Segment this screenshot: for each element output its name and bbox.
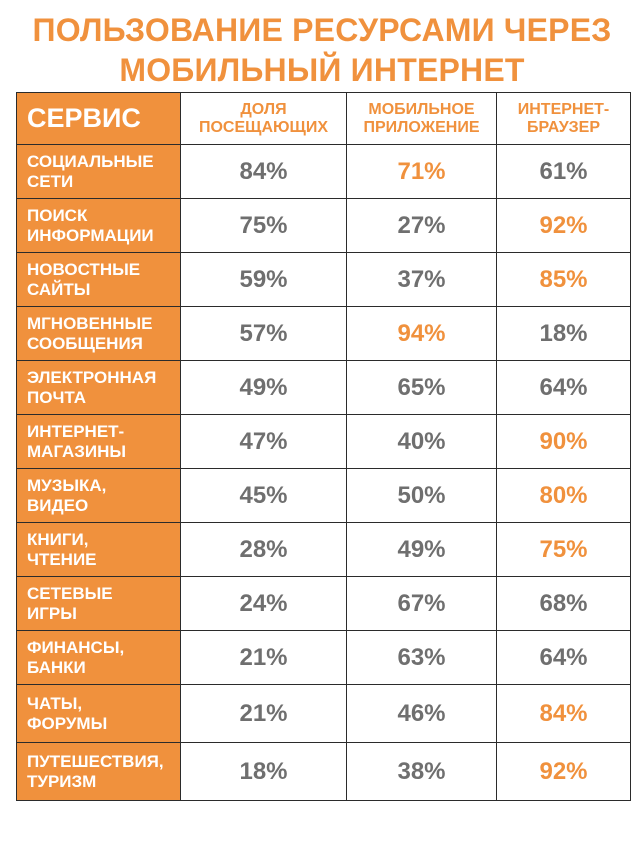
table-row xyxy=(17,361,631,415)
value-cell-browser: 80% xyxy=(497,469,631,523)
value-cell-app: 46% xyxy=(347,685,497,743)
value-cell-app: 65% xyxy=(347,361,497,415)
service-label-line: ПУТЕШЕСТВИЯ, xyxy=(27,751,164,771)
column-header-service xyxy=(17,93,181,145)
column-header-app-line-1: МОБИЛЬНОЕ xyxy=(368,100,475,118)
value-cell-browser: 90% xyxy=(497,415,631,469)
page-title xyxy=(0,10,644,90)
service-label-line: ВИДЕО xyxy=(27,495,89,515)
service-label-line: ЧТЕНИЕ xyxy=(27,549,97,569)
value-cell-share: 75% xyxy=(181,199,347,253)
service-label-line: ТУРИЗМ xyxy=(27,771,97,791)
value-cell-share: 45% xyxy=(181,469,347,523)
service-label-line: СОЦИАЛЬНЫЕ xyxy=(27,151,154,171)
service-label-line: ФОРУМЫ xyxy=(27,713,108,733)
value-cell-share: 59% xyxy=(181,253,347,307)
value-cell-app: 71% xyxy=(347,145,497,199)
table-row xyxy=(17,523,631,577)
service-cell xyxy=(17,307,181,361)
value-cell-browser: 75% xyxy=(497,523,631,577)
service-cell xyxy=(17,415,181,469)
value-cell-app: 94% xyxy=(347,307,497,361)
value-cell-browser: 61% xyxy=(497,145,631,199)
service-label-line: КНИГИ, xyxy=(27,529,89,549)
page-title-line-2: МОБИЛЬНЫЙ ИНТЕРНЕТ xyxy=(119,52,525,88)
service-label-line: ПОЧТА xyxy=(27,387,86,407)
value-cell-share: 57% xyxy=(181,307,347,361)
service-cell xyxy=(17,199,181,253)
table-row xyxy=(17,743,631,801)
service-cell xyxy=(17,361,181,415)
page-title-line-1: ПОЛЬЗОВАНИЕ РЕСУРСАМИ ЧЕРЕЗ xyxy=(32,12,612,48)
service-label-line: СЕТИ xyxy=(27,171,74,191)
table-row xyxy=(17,685,631,743)
service-label-line: ЧАТЫ, xyxy=(27,693,83,713)
table-row xyxy=(17,253,631,307)
value-cell-browser: 85% xyxy=(497,253,631,307)
column-header-browser xyxy=(497,93,631,145)
service-cell xyxy=(17,253,181,307)
service-label-line: СООБЩЕНИЯ xyxy=(27,333,143,353)
value-cell-browser: 64% xyxy=(497,361,631,415)
value-cell-share: 24% xyxy=(181,577,347,631)
value-cell-share: 84% xyxy=(181,145,347,199)
service-label-line: ИНФОРМАЦИИ xyxy=(27,225,154,245)
service-cell xyxy=(17,469,181,523)
service-label-line: ФИНАНСЫ, xyxy=(27,637,125,657)
service-cell xyxy=(17,743,181,801)
service-label-line: САЙТЫ xyxy=(27,279,91,299)
service-label-line: МАГАЗИНЫ xyxy=(27,441,127,461)
service-label-line: МГНОВЕННЫЕ xyxy=(27,313,153,333)
column-header-browser-line-2: БРАУЗЕР xyxy=(526,118,601,136)
value-cell-share: 47% xyxy=(181,415,347,469)
value-cell-app: 49% xyxy=(347,523,497,577)
service-label-line: МУЗЫКА, xyxy=(27,475,107,495)
value-cell-app: 40% xyxy=(347,415,497,469)
table-row xyxy=(17,415,631,469)
usage-table xyxy=(16,92,631,801)
table-row xyxy=(17,469,631,523)
service-cell xyxy=(17,577,181,631)
table-header-row xyxy=(17,93,631,145)
service-label-line: БАНКИ xyxy=(27,657,86,677)
table-row xyxy=(17,631,631,685)
column-header-share-line-1: ДОЛЯ xyxy=(240,100,287,118)
table-row xyxy=(17,145,631,199)
service-cell xyxy=(17,145,181,199)
service-label-line: ИНТЕРНЕТ- xyxy=(27,421,125,441)
service-cell xyxy=(17,523,181,577)
value-cell-app: 63% xyxy=(347,631,497,685)
value-cell-browser: 92% xyxy=(497,199,631,253)
value-cell-app: 67% xyxy=(347,577,497,631)
value-cell-share: 49% xyxy=(181,361,347,415)
service-label-line: СЕТЕВЫЕ xyxy=(27,583,113,603)
table-row xyxy=(17,577,631,631)
value-cell-share: 28% xyxy=(181,523,347,577)
value-cell-browser: 68% xyxy=(497,577,631,631)
service-label-line: ИГРЫ xyxy=(27,603,77,623)
value-cell-share: 18% xyxy=(181,743,347,801)
service-label-line: ПОИСК xyxy=(27,205,88,225)
value-cell-app: 50% xyxy=(347,469,497,523)
table-row xyxy=(17,199,631,253)
value-cell-share: 21% xyxy=(181,631,347,685)
value-cell-app: 27% xyxy=(347,199,497,253)
service-cell xyxy=(17,685,181,743)
column-header-app-line-2: ПРИЛОЖЕНИЕ xyxy=(363,118,480,136)
value-cell-browser: 18% xyxy=(497,307,631,361)
value-cell-app: 38% xyxy=(347,743,497,801)
column-header-browser-line-1: ИНТЕРНЕТ- xyxy=(517,100,610,118)
value-cell-share: 21% xyxy=(181,685,347,743)
value-cell-browser: 64% xyxy=(497,631,631,685)
column-header-share xyxy=(181,93,347,145)
service-label-line: НОВОСТНЫЕ xyxy=(27,259,141,279)
service-cell xyxy=(17,631,181,685)
column-header-service-label: СЕРВИС xyxy=(27,103,141,133)
service-label-line: ЭЛЕКТРОННАЯ xyxy=(27,367,157,387)
table-body xyxy=(17,145,631,801)
table-row xyxy=(17,307,631,361)
value-cell-app: 37% xyxy=(347,253,497,307)
value-cell-browser: 84% xyxy=(497,685,631,743)
value-cell-browser: 92% xyxy=(497,743,631,801)
column-header-app xyxy=(347,93,497,145)
column-header-share-line-2: ПОСЕЩАЮЩИХ xyxy=(198,118,328,136)
